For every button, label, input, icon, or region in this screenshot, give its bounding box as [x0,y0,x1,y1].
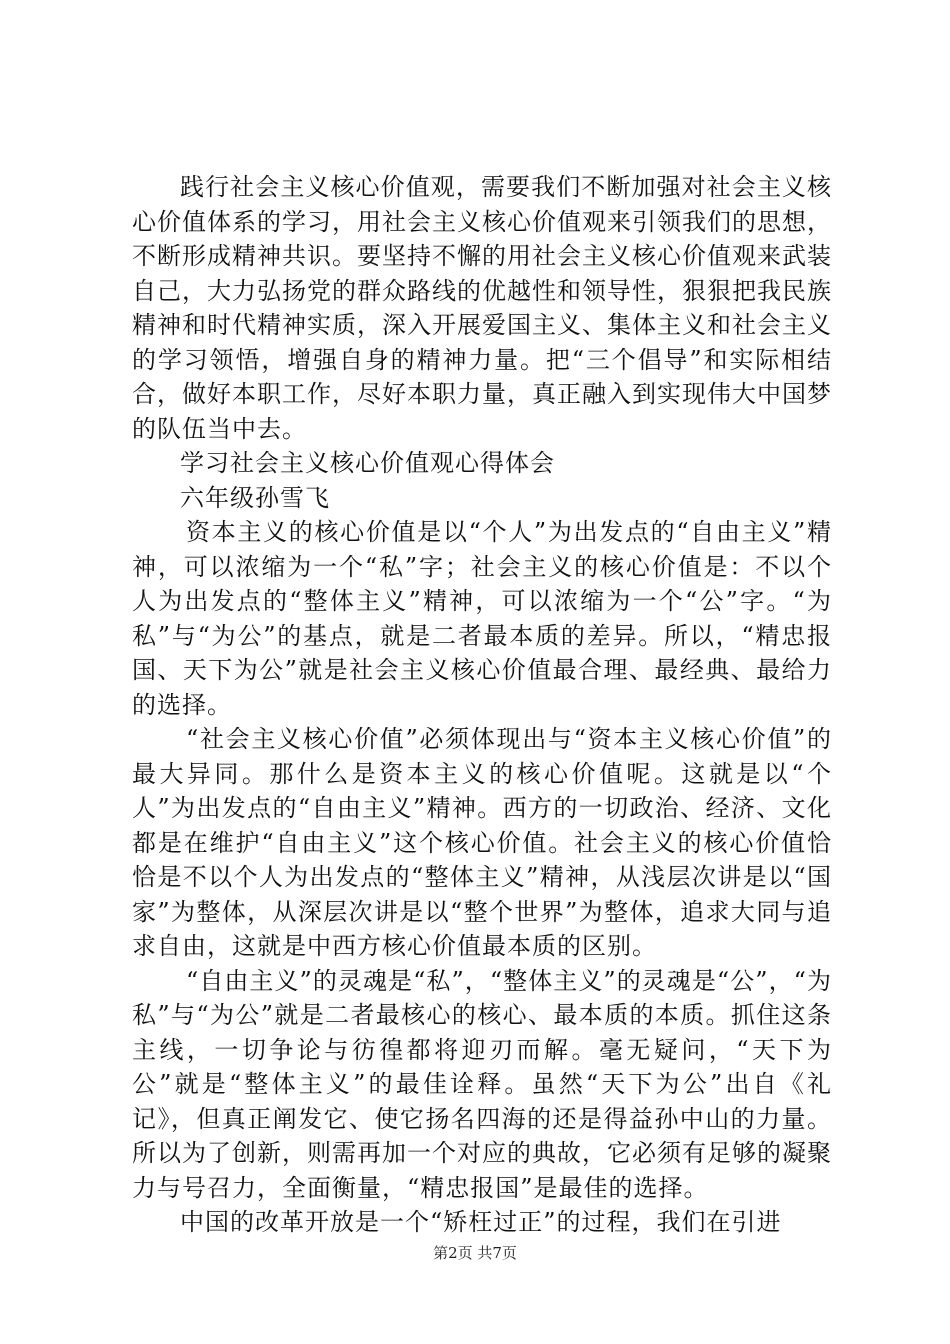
page-number-footer: 第2页 共7页 [433,1244,517,1262]
paragraph-soul-of-ideologies: “自由主义”的灵魂是“私”，“整体主义”的灵魂是“公”，“为私”与“为公”就是二者最核心的核心、最本质的本质。抓住这条主线，一切争论与彷徨都将迎刃而解。毫无疑问，“天下为公”就是“整体主义”的最佳诠释。虽然“天下为公”出自《礼记》，但真正阐发它、使它扬名四海的还是得益孙中山的力量。所以为了创新，则需再加一个对应的典故，它必须有足够的凝聚力与号召力，全面衡量，“精忠报国”是最佳的选择。 [132,966,832,1202]
document-body [132,170,832,1240]
paragraph-practice-core-values: 践行社会主义核心价值观，需要我们不断加强对社会主义核心价值体系的学习，用社会主义核心价值观来引领我们的思想，不断形成精神共识。要坚持不懈的用社会主义核心价值观来武装自己，大力弘扬党的群众路线的优越性和领导性，狠狠把我民族精神和时代精神实质，深入开展爱国主义、集体主义和社会主义的学习领悟，增强自身的精神力量。把“三个倡导”和实际相结合，做好本职工作，尽好本职力量，真正融入到实现伟大中国梦的队伍当中去。 [132,173,832,443]
paragraph-core-value-differences: “社会主义核心价值”必须体现出与“资本主义核心价值”的最大异同。那什么是资本主义的核心价值呢。这就是以“个人”为出发点的“自由主义”精神。西方的一切政治、经济、文化都是在维护“自由主义”这个核心价值。社会主义的核心价值恰恰是不以个人为出发点的“整体主义”精神，从浅层次讲是以“国家”为整体，从深层次讲是以“整个世界”为整体，追求大同与追求自由，这就是中西方核心价值最本质的区别。 [132,725,832,960]
paragraph-reform-opening: 中国的改革开放是一个“矫枉过正”的过程，我们在引进 [180,1208,782,1236]
essay-author: 六年级孙雪飞 [180,483,330,512]
paragraph-capitalism-vs-socialism: 资本主义的核心价值是以“个人”为出发点的“自由主义”精神，可以浓缩为一个“私”字；社会主义的核心价值是：不以个人为出发点的“整体主义”精神，可以浓缩为一个“公”字。“为私”与“为公”的基点，就是二者最本质的差异。所以，“精忠报国、天下为公”就是社会主义核心价值最合理、最经典、最给力的选择。 [132,518,832,719]
essay-title: 学习社会主义核心价值观心得体会 [180,449,555,477]
